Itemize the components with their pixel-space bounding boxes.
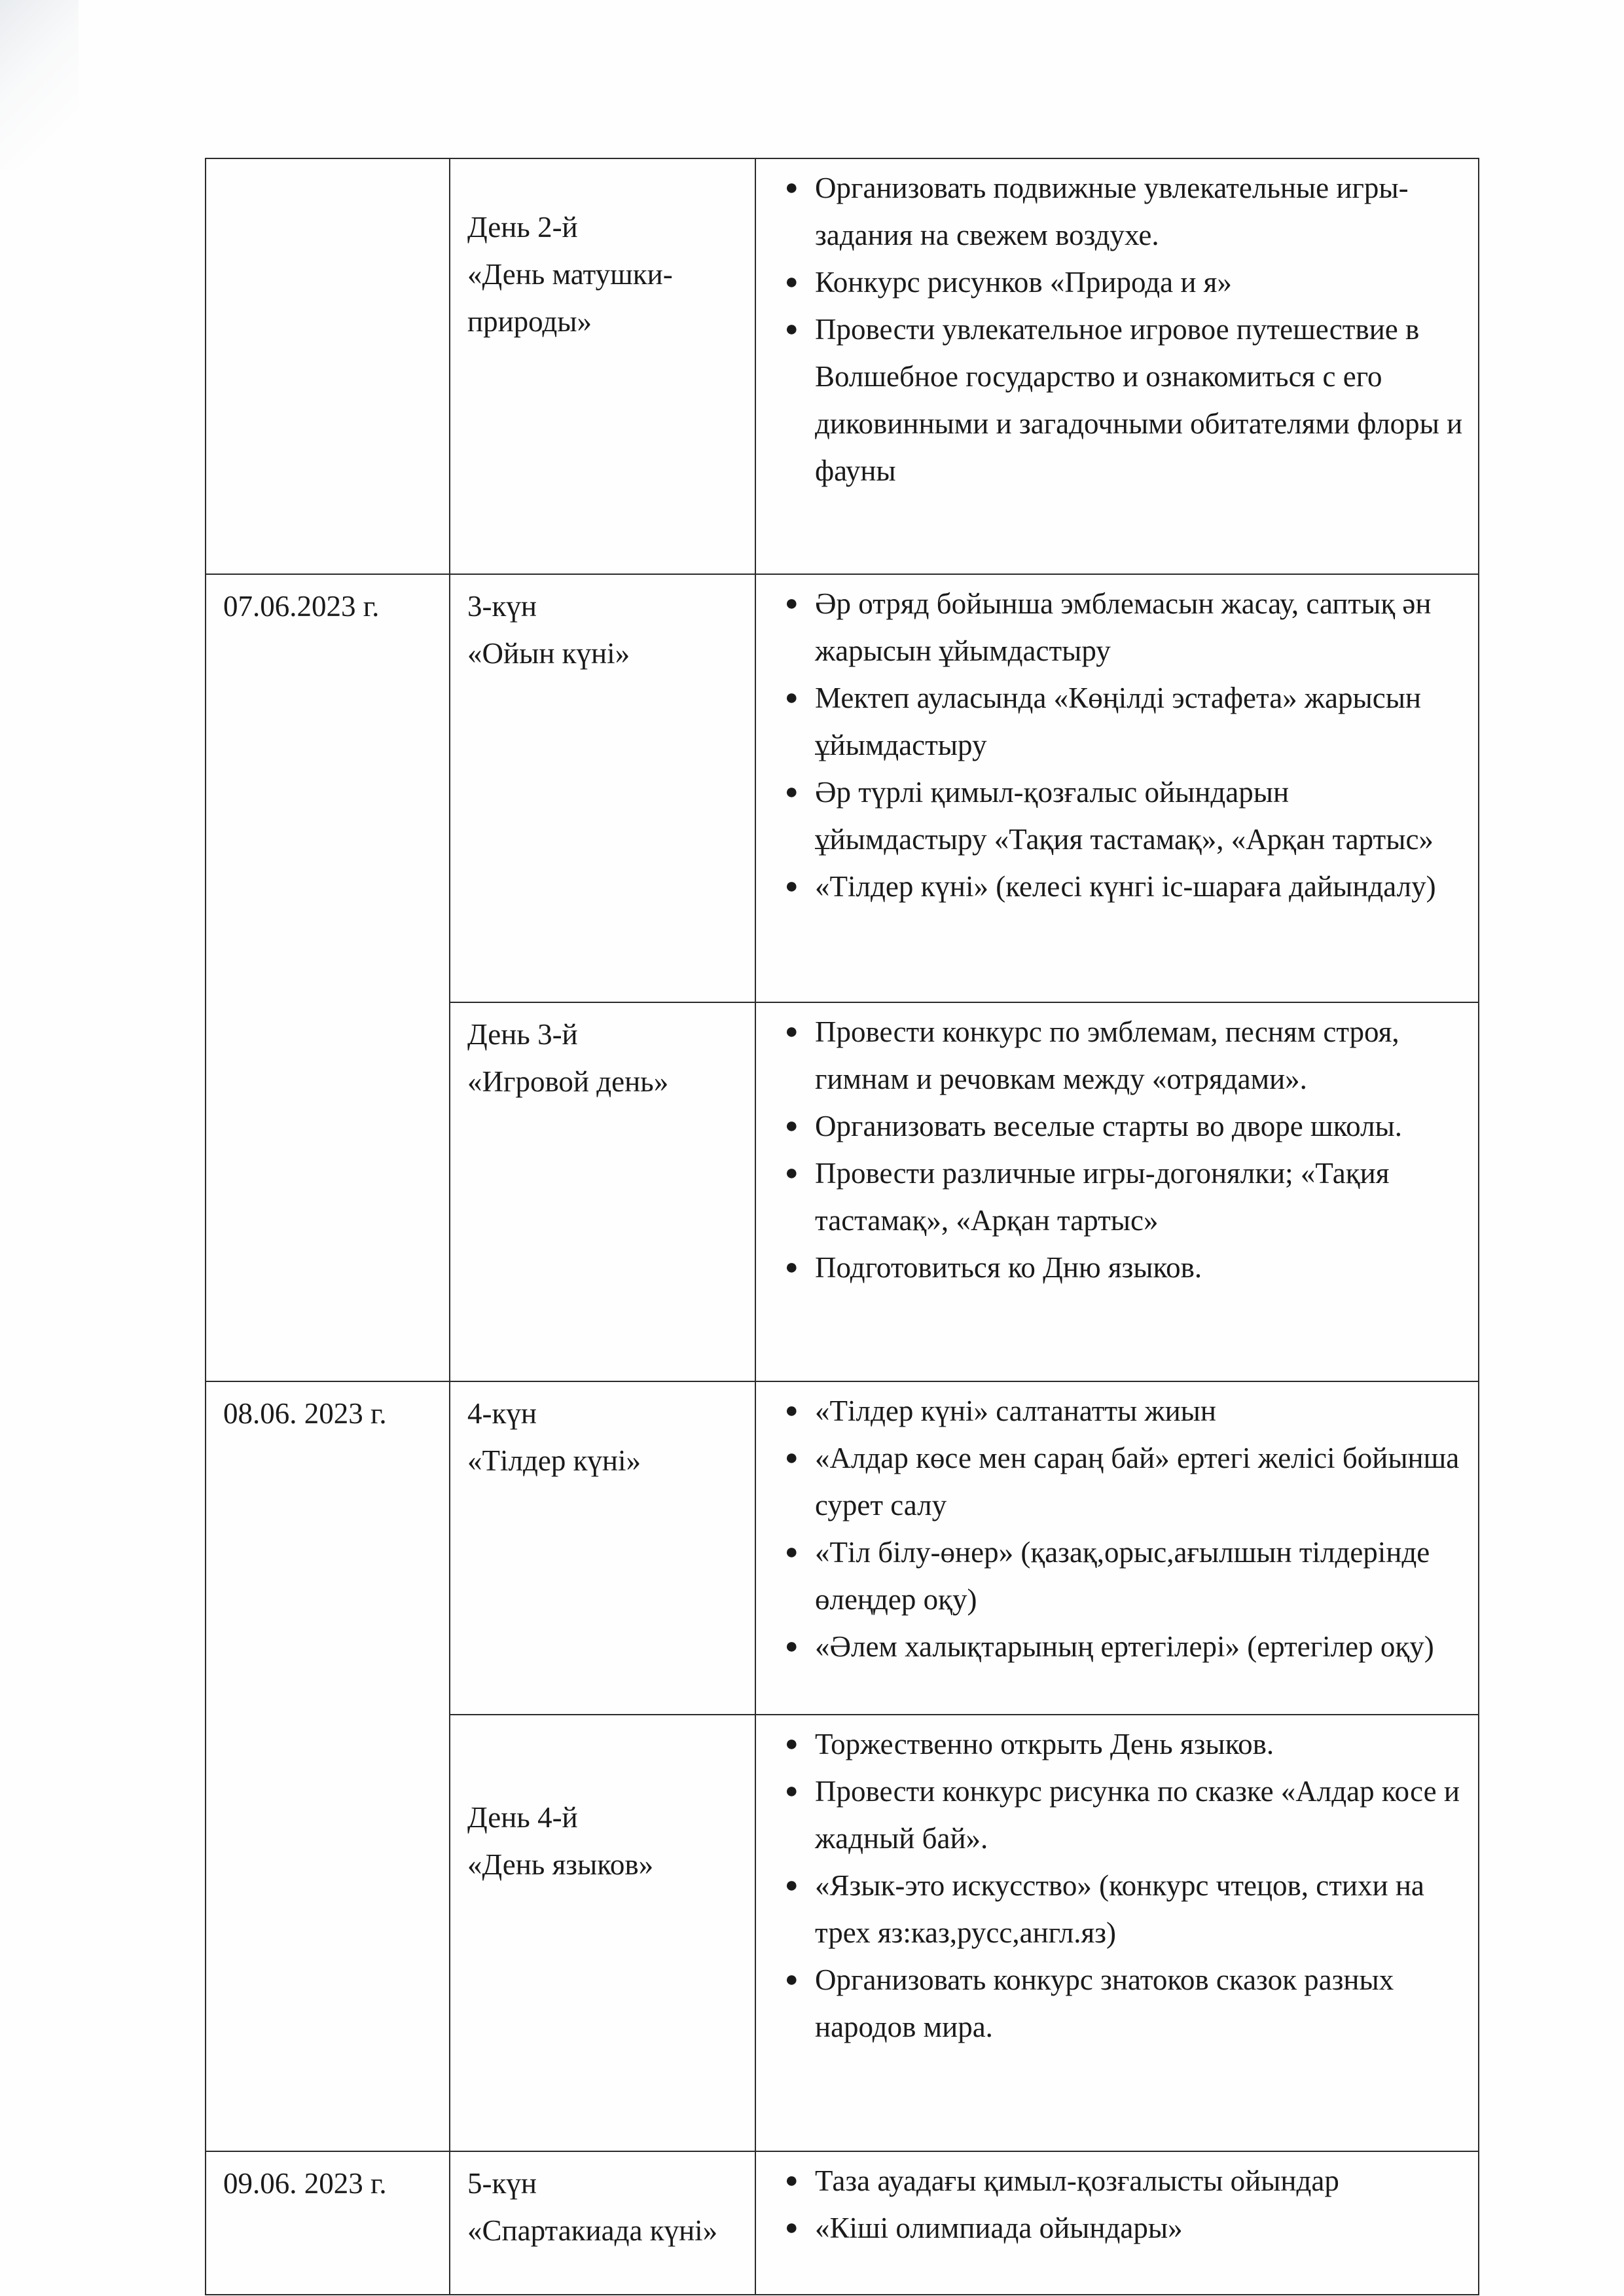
- bullet-icon: ●: [785, 317, 799, 341]
- activity-item: [785, 580, 1465, 674]
- activity-text: Таза ауадағы қимыл-қозғалысты ойындар: [815, 2164, 1339, 2197]
- activity-item: [785, 1721, 1465, 1768]
- activity-item: [785, 1768, 1465, 1862]
- activity-text: Конкурс рисунков «Природа и я»: [815, 266, 1232, 299]
- date-text: 09.06. 2023 г.: [223, 2167, 387, 2200]
- activity-text: Торжественно открыть День языков.: [815, 1728, 1274, 1760]
- date-cell: [206, 574, 450, 1381]
- day-cell: [450, 1381, 755, 1715]
- scan-shadow: [0, 0, 79, 170]
- date-text: 08.06. 2023 г.: [223, 1397, 387, 1430]
- bullet-icon: ●: [785, 1732, 799, 1756]
- bullet-icon: ●: [785, 1967, 799, 1992]
- date-text: 07.06.2023 г.: [223, 590, 380, 623]
- activity-item: [785, 2157, 1465, 2204]
- activity-text: «Алдар көсе мен сараң бай» ертегі желісі бойынша сурет салу: [815, 1442, 1460, 1522]
- day-subtitle: «Ойын күні»: [467, 637, 630, 670]
- activity-text: Подготовиться ко Дню языков.: [815, 1251, 1202, 1284]
- day-subtitle: «Тілдер күні»: [467, 1444, 641, 1477]
- day-title: День 3-й: [467, 1018, 578, 1051]
- day-title: 3-күн: [467, 590, 537, 623]
- date-cell: [206, 158, 450, 574]
- activity-text: «Язык-это искусство» (конкурс чтецов, стихи на трех яз:каз,русс,англ.яз): [815, 1869, 1424, 1949]
- date-cell: [206, 2151, 450, 2295]
- activity-item: [785, 164, 1465, 259]
- bullet-icon: ●: [785, 591, 799, 615]
- activity-item: [785, 1956, 1465, 2050]
- activity-item: [785, 769, 1465, 863]
- activity-item: [785, 1244, 1465, 1291]
- activity-text: Провести увлекательное игровое путешествие в Волшебное государство и ознакомиться с его диковинными и загадочными обитателями флоры и фауны: [815, 313, 1463, 487]
- date-text: [206, 159, 449, 167]
- activities-list: [756, 575, 1478, 915]
- activity-text: Мектеп ауласында «Көңілді эстафета» жарысын ұйымдастыру: [815, 682, 1422, 761]
- activities-list: [756, 1382, 1478, 1675]
- activity-text: Әр түрлі қимыл-қозғалыс ойындарын ұйымдастыру «Тақия тастамақ», «Арқан тартыс»: [815, 776, 1434, 856]
- day-cell: [450, 2151, 755, 2295]
- schedule-table: [205, 158, 1479, 2295]
- bullet-icon: ●: [785, 1446, 799, 1470]
- activities-cell: [755, 158, 1479, 574]
- bullet-icon: ●: [785, 175, 799, 200]
- activity-text: Провести конкурс по эмблемам, песням строя, гимнам и речовкам между «отрядами».: [815, 1015, 1399, 1095]
- bullet-icon: ●: [785, 1540, 799, 1564]
- activities-cell: [755, 1381, 1479, 1715]
- activity-item: [785, 1434, 1465, 1529]
- activity-item: [785, 1862, 1465, 1956]
- day-subtitle: «Спартакиада күні»: [467, 2214, 718, 2247]
- bullet-icon: ●: [785, 1019, 799, 1044]
- activity-item: [785, 1102, 1465, 1150]
- table-row: [206, 574, 1479, 1002]
- activity-text: Әр отряд бойынша эмблемасын жасау, саптық ән жарысын ұйымдастыру: [815, 587, 1432, 667]
- activity-text: «Әлем халықтарының ертегілері» (ертегілер оқу): [815, 1630, 1434, 1663]
- activities-cell: [755, 1715, 1479, 2151]
- activities-list: [756, 1003, 1478, 1296]
- day-cell: [450, 1715, 755, 2151]
- bullet-icon: ●: [785, 1398, 799, 1423]
- bullet-icon: ●: [785, 780, 799, 804]
- bullet-icon: ●: [785, 1255, 799, 1279]
- day-title: 5-күн: [467, 2167, 537, 2200]
- activity-item: [785, 1529, 1465, 1623]
- activity-item: [785, 674, 1465, 769]
- bullet-icon: ●: [785, 1873, 799, 1897]
- date-cell: [206, 1381, 450, 2151]
- day-title: День 4-й: [467, 1801, 578, 1834]
- activity-text: Организовать подвижные увлекательные игры-задания на свежем воздухе.: [815, 172, 1409, 251]
- bullet-icon: ●: [785, 1779, 799, 1803]
- activity-text: «Тілдер күні» салтанатты жиын: [815, 1394, 1216, 1427]
- activity-text: Организовать конкурс знатоков сказок разных народов мира.: [815, 1963, 1394, 2043]
- day-subtitle: «День языков»: [467, 1848, 654, 1881]
- bullet-icon: ●: [785, 685, 799, 710]
- activity-text: Провести конкурс рисунка по сказке «Алдар косе и жадный бай».: [815, 1775, 1460, 1855]
- table-row: [206, 2151, 1479, 2295]
- day-subtitle: «Игровой день»: [467, 1065, 669, 1098]
- bullet-icon: ●: [785, 2168, 799, 2193]
- activity-item: [785, 306, 1465, 494]
- activity-text: «Кіші олимпиада ойындары»: [815, 2212, 1183, 2244]
- activities-list: [756, 2152, 1478, 2257]
- activities-cell: [755, 574, 1479, 1002]
- activity-text: Организовать веселые старты во дворе школы.: [815, 1110, 1403, 1142]
- bullet-icon: ●: [785, 1114, 799, 1138]
- day-title: 4-күн: [467, 1397, 537, 1430]
- day-cell: [450, 158, 755, 574]
- activities-list: [756, 159, 1478, 500]
- activity-item: [785, 259, 1465, 306]
- day-title: День 2-й: [467, 211, 578, 244]
- bullet-icon: ●: [785, 2215, 799, 2240]
- activity-item: [785, 1623, 1465, 1670]
- activity-item: [785, 1008, 1465, 1102]
- activity-item: [785, 1387, 1465, 1434]
- activities-list: [756, 1715, 1478, 2056]
- activity-text: «Тіл білу-өнер» (қазақ,орыс,ағылшын тілдерінде өлеңдер оқу): [815, 1536, 1430, 1616]
- bullet-icon: ●: [785, 874, 799, 898]
- day-subtitle: «День матушки-природы»: [467, 258, 673, 338]
- activity-item: [785, 2204, 1465, 2251]
- day-cell: [450, 574, 755, 1002]
- bullet-icon: ●: [785, 1634, 799, 1658]
- activities-cell: [755, 2151, 1479, 2295]
- activity-item: [785, 863, 1465, 910]
- activity-text: Провести различные игры-догонялки; «Тақия тастамақ», «Арқан тартыс»: [815, 1157, 1390, 1237]
- table-row: [206, 158, 1479, 574]
- bullet-icon: ●: [785, 1161, 799, 1185]
- bullet-icon: ●: [785, 270, 799, 294]
- activity-text: «Тілдер күні» (келесі күнгі іс-шараға дайындалу): [815, 870, 1436, 903]
- activities-cell: [755, 1002, 1479, 1381]
- activity-item: [785, 1150, 1465, 1244]
- table-row: [206, 1381, 1479, 1715]
- day-cell: [450, 1002, 755, 1381]
